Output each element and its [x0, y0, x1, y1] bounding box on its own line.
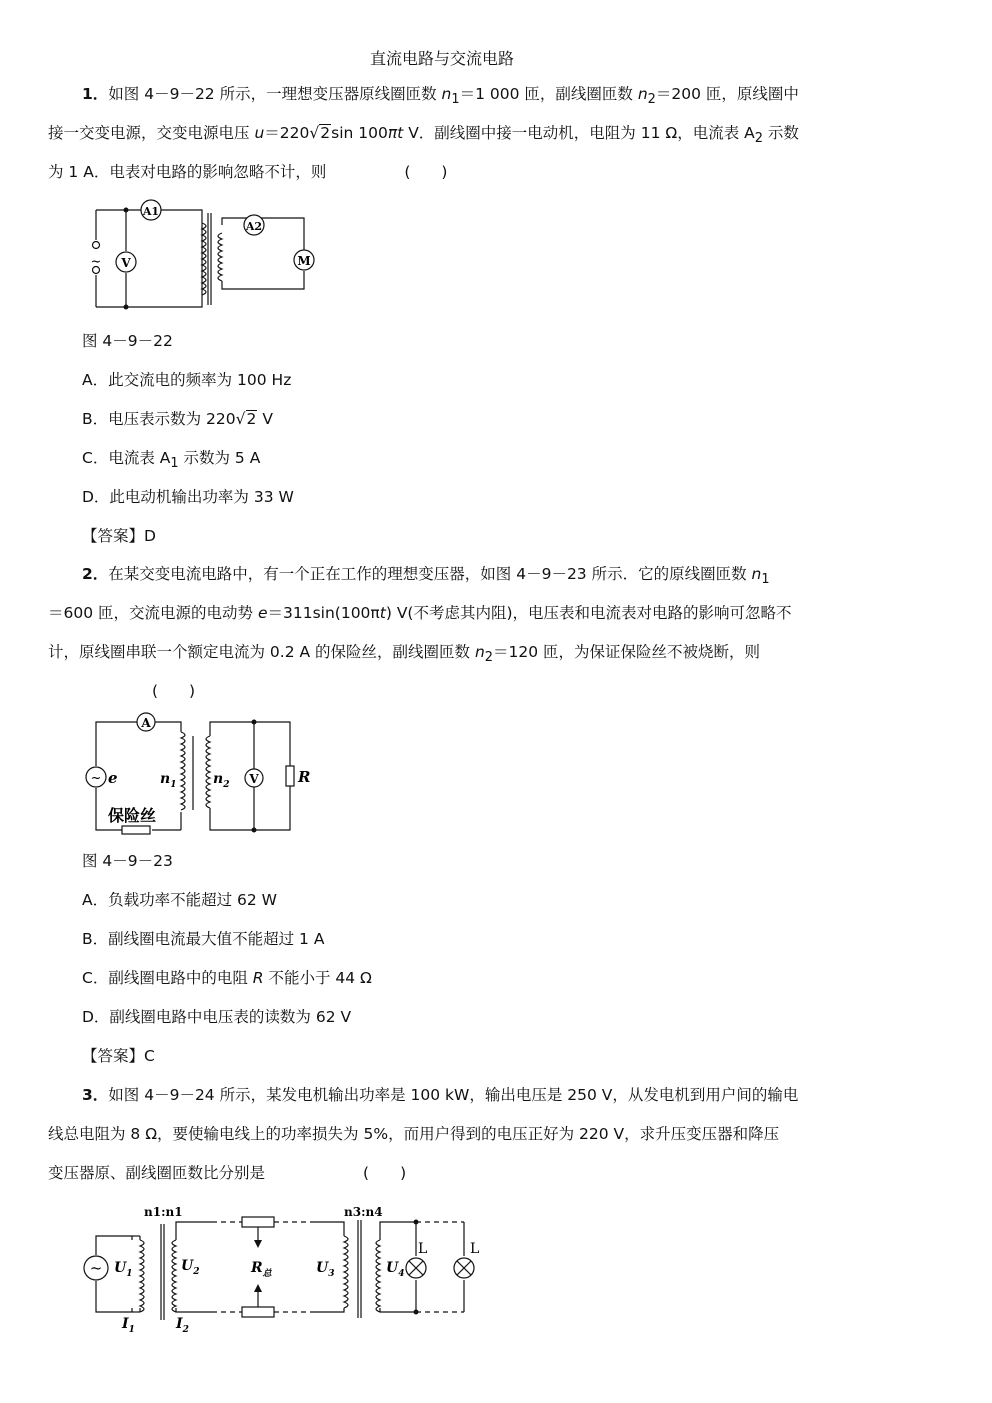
- motor-label: M: [297, 254, 311, 268]
- q2-answer-paren: ( ): [152, 682, 196, 700]
- q1-circuit-figure: [82, 195, 332, 320]
- q2-line-2: ＝600 匝，交流电源的电动势 e＝311sin(100πt) V(不考虑其内阻)，电压表和电流表对电路的影响可忽略不: [48, 604, 792, 622]
- q2-line-3: 计，原线圈串联一个额定电流为 0.2 A 的保险丝，副线圈匝数 $n_2=120$ 匝，为保证保险丝不被烧断，则: [48, 643, 761, 666]
- r-total-label: $R_总$: [251, 1260, 272, 1279]
- q2-option-d: D．副线圈电路中电压表的读数为 62 V: [82, 1008, 352, 1026]
- q2-number: 2．: [82, 565, 109, 583]
- u2-label: $U_2$: [181, 1258, 200, 1277]
- q2-option-a: A．负载功率不能超过 62 W: [82, 891, 278, 909]
- i1-label: $I_1$: [122, 1316, 135, 1335]
- q1-option-c: C．电流表 $A_1$ 示数为 5 A: [82, 449, 261, 472]
- i2-label: $I_2$: [176, 1316, 189, 1335]
- q1-figure-caption: 图 4－9－22: [82, 332, 173, 350]
- ammeter-a2-label: A2: [245, 220, 263, 233]
- ac-source-icon: ~: [90, 254, 102, 270]
- q3-line-2: 线总电阻为 8 Ω，要使输电线上的功率损失为 5%，而用户得到的电压正好为 220 V，求升压变压器和降压: [48, 1125, 780, 1143]
- n1-label: $n_1$: [160, 771, 177, 790]
- q3-line-3: 变压器原、副线圈匝数比分别是 ( ): [48, 1164, 407, 1182]
- q3-line-1: 3．如图 4－9－24 所示，某发电机输出功率是 100 kW，输出电压是 250 V，从发电机到用户间的输电: [82, 1086, 799, 1104]
- resistor-label: R: [298, 768, 311, 786]
- ammeter-a1-label: A1: [142, 205, 160, 218]
- q2-option-b: B．副线圈电流最大值不能超过 1 A: [82, 930, 325, 948]
- n2-label: $n_2$: [213, 771, 230, 790]
- u1-label: $U_1$: [114, 1260, 133, 1279]
- q1-option-a: A．此交流电的频率为 100 Hz: [82, 371, 292, 389]
- voltmeter-label: V: [249, 772, 259, 786]
- q2-option-c: C．副线圈电路中的电阻 R 不能小于 44 Ω: [82, 969, 372, 987]
- ac-source-icon: ~: [90, 771, 102, 786]
- q1-line-2: 接一交变电源，交变电源电压 u＝220√2sin 100πt V．副线圈中接一电动机，电阻为 11 Ω，电流表 $A_2$ 示数: [48, 124, 799, 147]
- ratio-step-up-label: n1:n1: [144, 1205, 183, 1219]
- voltmeter-label: V: [121, 256, 131, 270]
- lamp-2-label: L: [470, 1241, 480, 1257]
- q2-circuit-figure: [82, 708, 312, 838]
- q1-option-d: D．此电动机输出功率为 33 W: [82, 488, 294, 506]
- q3-number: 3．: [82, 1086, 109, 1104]
- q3-transmission-figure: [82, 1200, 482, 1340]
- page-title: 直流电路与交流电路: [370, 49, 515, 68]
- q1-answer: 【答案】D: [82, 527, 156, 545]
- ac-generator-icon: ~: [89, 1259, 103, 1277]
- q1-answer-paren: ( ): [404, 163, 448, 181]
- emf-label: e: [108, 769, 118, 787]
- ratio-step-down-label: n3:n4: [344, 1205, 383, 1219]
- q3-answer-paren: ( ): [363, 1164, 407, 1182]
- q1-line-3: 为 1 A．电表对电路的影响忽略不计，则 ( ): [48, 163, 448, 181]
- q1-number: 1．: [82, 85, 109, 103]
- q1-line-1: 1．如图 4－9－22 所示，一理想变压器原线圈匝数 $n_1=1$ 000 匝，副线圈匝数 $n_2=200$ 匝，原线圈中: [82, 85, 799, 108]
- q2-answer: 【答案】C: [82, 1047, 155, 1065]
- q2-line-1: 2．在某交变电流电路中，有一个正在工作的理想变压器，如图 4－9－23 所示．它的原线圈匝数 $n_1$: [82, 565, 770, 588]
- q2-figure-caption: 图 4－9－23: [82, 852, 173, 870]
- ammeter-label: A: [141, 716, 151, 730]
- u4-label: $U_4$: [386, 1260, 405, 1279]
- q1-option-b: B．电压表示数为 220√2 V: [82, 410, 273, 428]
- fuse-label: 保险丝: [108, 806, 157, 825]
- u3-label: $U_3$: [316, 1260, 335, 1279]
- lamp-1-label: L: [418, 1241, 428, 1257]
